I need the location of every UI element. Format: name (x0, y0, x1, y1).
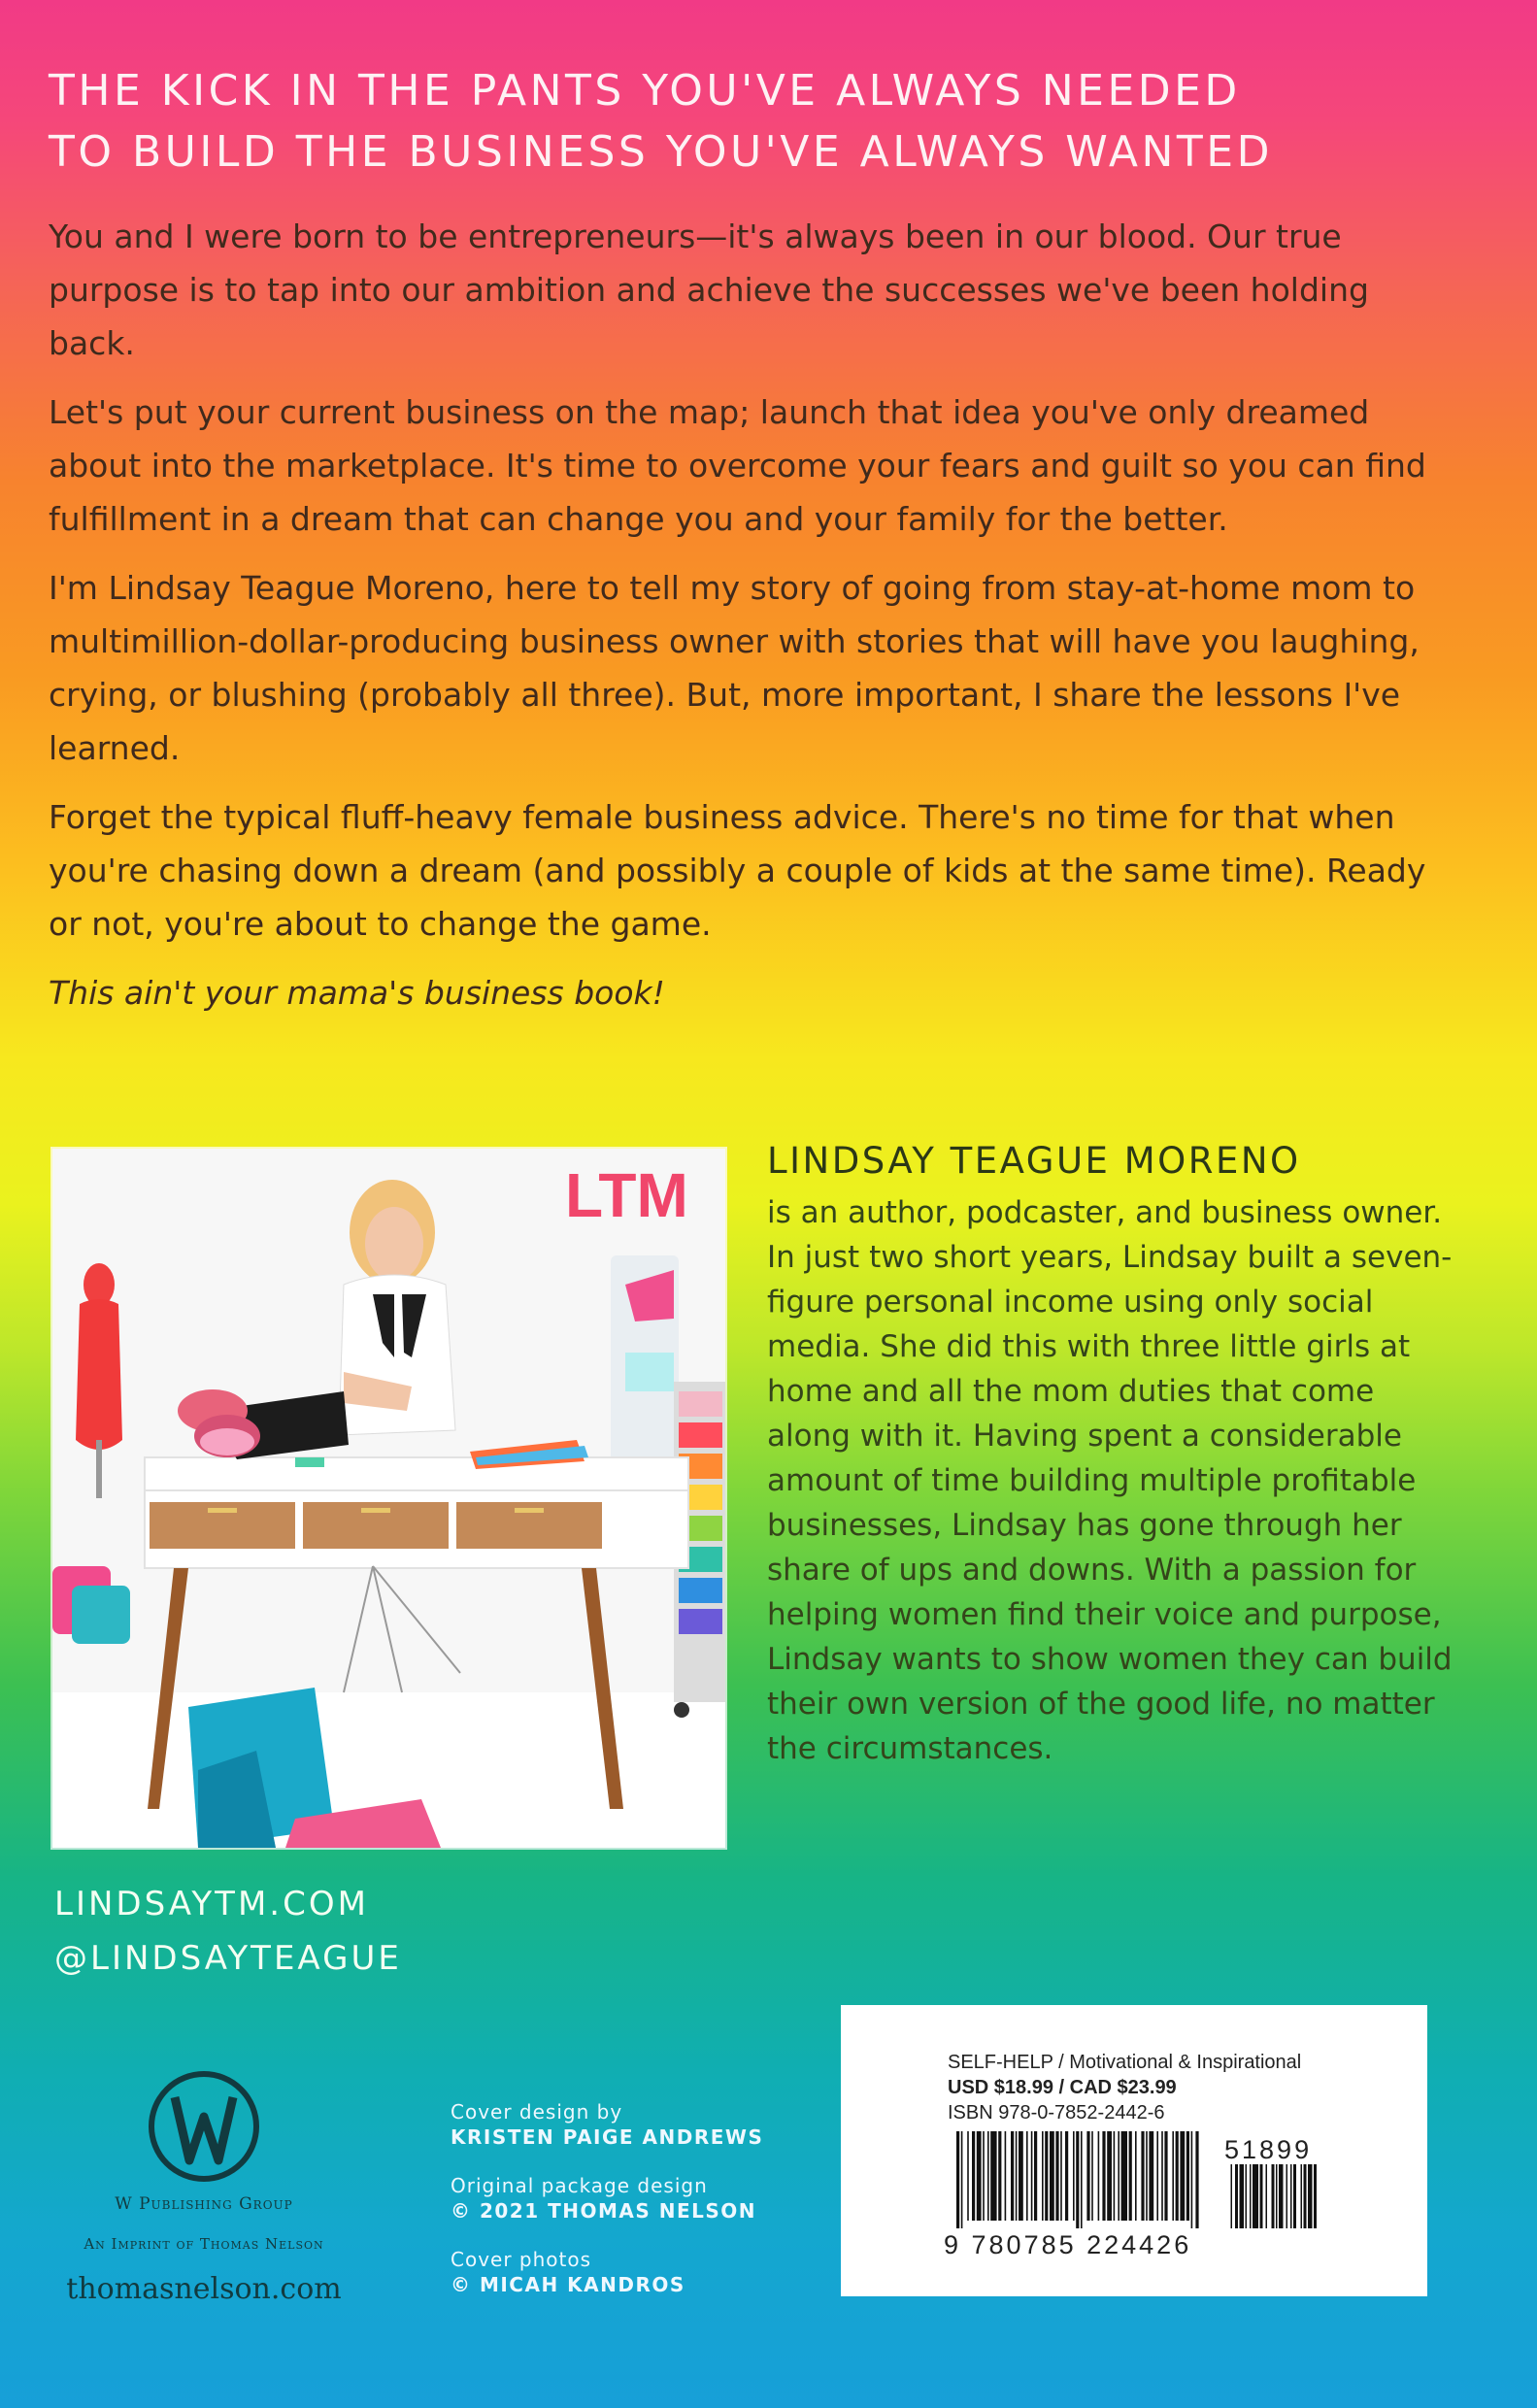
description (49, 210, 1447, 1035)
ean-bars (956, 2131, 1199, 2228)
author-photo-illustration (52, 1149, 725, 1848)
book-price: USD $18.99 / CAD $23.99 (948, 2077, 1177, 2098)
credit-name: © 2021 THOMAS NELSON (451, 2199, 757, 2223)
author-website[interactable]: LINDSAYTM.COM (54, 1885, 369, 1923)
book-category: SELF-HELP / Motivational & Inspirational (948, 2052, 1302, 2073)
credit-role: Cover design by (451, 2100, 623, 2124)
tagline: This ain't your mama's business book! (49, 974, 665, 1012)
description-paragraph-3: I'm Lindsay Teague Moreno, here to tell my story of going from stay-at-home mom to multimillion-dollar-producing business owner with stories that will have you laughing, crying, or blushing (probably all three). But, more important, I share the lessons I've learned. (49, 569, 1420, 767)
author-bio (767, 1134, 1466, 1771)
publisher-block (39, 2068, 369, 2306)
credit-name: KRISTEN PAIGE ANDREWS (451, 2125, 764, 2149)
barcode-panel (841, 2005, 1427, 2296)
description-paragraph-1: You and I were born to be entrepreneurs—it's always been in our blood. Our true purpose is to tap into our ambition and achieve the successes we've been holding back. (49, 217, 1369, 362)
photo-sign-text: LTM (565, 1160, 688, 1230)
publisher-name: W Publishing Group (115, 2194, 293, 2214)
w-publishing-logo-icon (146, 2068, 262, 2185)
credit-role: Original package design (451, 2174, 708, 2197)
cover-credits (451, 2099, 763, 2321)
headline-line-1: THE KICK IN THE PANTS YOU'VE ALWAYS NEEDED (49, 66, 1241, 116)
credit-name: © MICAH KANDROS (451, 2273, 685, 2296)
description-paragraph-4: Forget the typical fluff-heavy female business advice. There's no time for that when you're chasing down a dream (and possibly a couple of kids at the same time). Ready or not, you're about to change the game. (49, 798, 1426, 943)
book-isbn: ISBN 978-0-7852-2442-6 (948, 2102, 1165, 2124)
credit-package-design (451, 2173, 763, 2224)
ean-digits: 9 780785 224426 (944, 2230, 1192, 2258)
credit-role: Cover photos (451, 2248, 592, 2271)
publisher-url[interactable]: thomasnelson.com (66, 2272, 342, 2306)
publisher-imprint: An Imprint of Thomas Nelson (84, 2235, 324, 2253)
author-links (54, 1877, 402, 1986)
barcode-icon (943, 2131, 1321, 2258)
author-social-handle[interactable]: @LINDSAYTEAGUE (54, 1939, 402, 1978)
credit-cover-design (451, 2099, 763, 2150)
addon-digits: 51899 (1224, 2135, 1313, 2164)
headline (49, 60, 1486, 183)
author-photo (52, 1149, 725, 1848)
headline-line-2: TO BUILD THE BUSINESS YOU'VE ALWAYS WANTED (49, 127, 1273, 177)
description-paragraph-2: Let's put your current business on the map; launch that idea you've only dreamed about into the marketplace. It's time to overcome your fears and guilt so you can find fulfillment in a dream that can change you and your family for the better. (49, 393, 1426, 538)
credit-cover-photos (451, 2247, 763, 2297)
author-bio-text: is an author, podcaster, and business owner. In just two short years, Lindsay built a seven-figure personal income using only social media. She did this with three little girls at home and all the mom duties that come along with it. Having spent a considerable amount of time building multiple profitable businesses, Lindsay has gone through her share of ups and downs. With a passion for helping women find their voice and purpose, Lindsay wants to show women they can build their own version of the good life, no matter the circumstances. (767, 1195, 1453, 1766)
author-name: LINDSAY TEAGUE MORENO (767, 1140, 1301, 1182)
addon-bars (1231, 2164, 1318, 2228)
barcode-info (948, 2050, 1385, 2125)
